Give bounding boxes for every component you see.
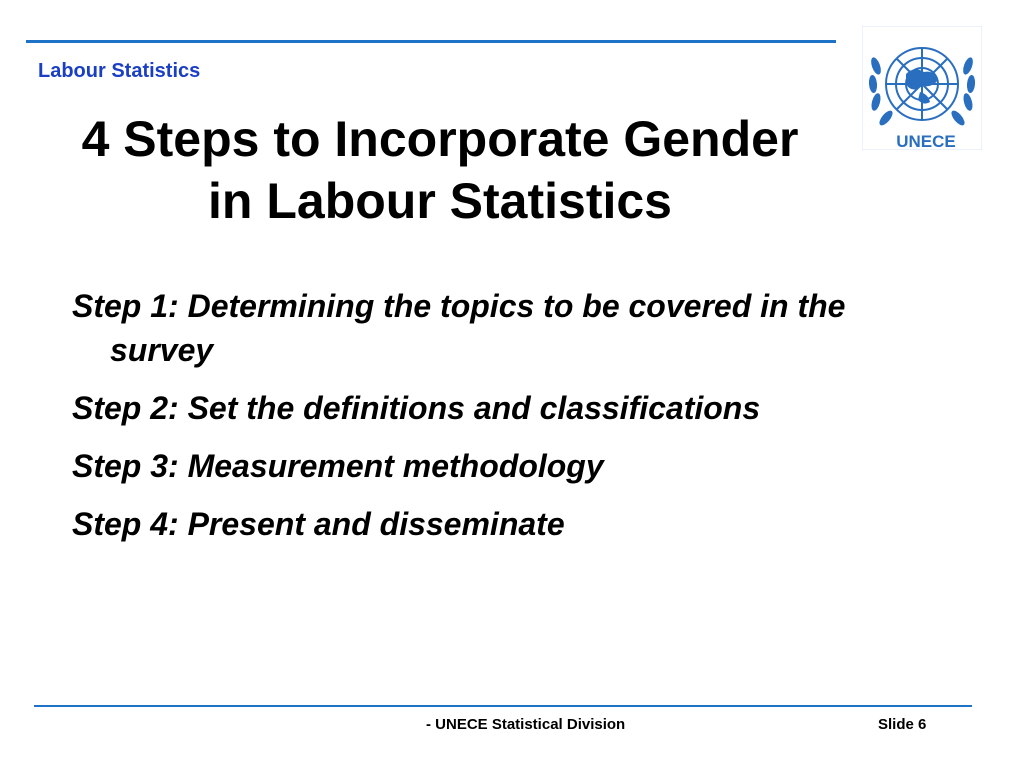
slide-number: Slide 6: [878, 716, 927, 733]
un-emblem-icon: [862, 26, 982, 150]
section-label: Labour Statistics: [38, 60, 201, 82]
step-item-2: Step 2: Set the definitions and classifications: [72, 390, 761, 426]
steps-list: [72, 284, 952, 560]
step-item-4: Step 4: Present and disseminate: [72, 506, 565, 542]
title-line-1: 4 Steps to Incorporate Gender: [81, 111, 799, 167]
title-line-2: in Labour Statistics: [208, 173, 672, 229]
bottom-divider: [34, 705, 972, 707]
slide-title: [40, 108, 840, 232]
step-item-1: Step 1: Determining the topics to be covered in the survey: [72, 288, 846, 368]
top-divider: [26, 40, 836, 43]
step-item-3: Step 3: Measurement methodology: [72, 448, 604, 484]
unece-logo: [862, 26, 982, 150]
footer-organization: - UNECE Statistical Division: [426, 716, 626, 733]
svg-text:UNECE: UNECE: [896, 132, 956, 150]
